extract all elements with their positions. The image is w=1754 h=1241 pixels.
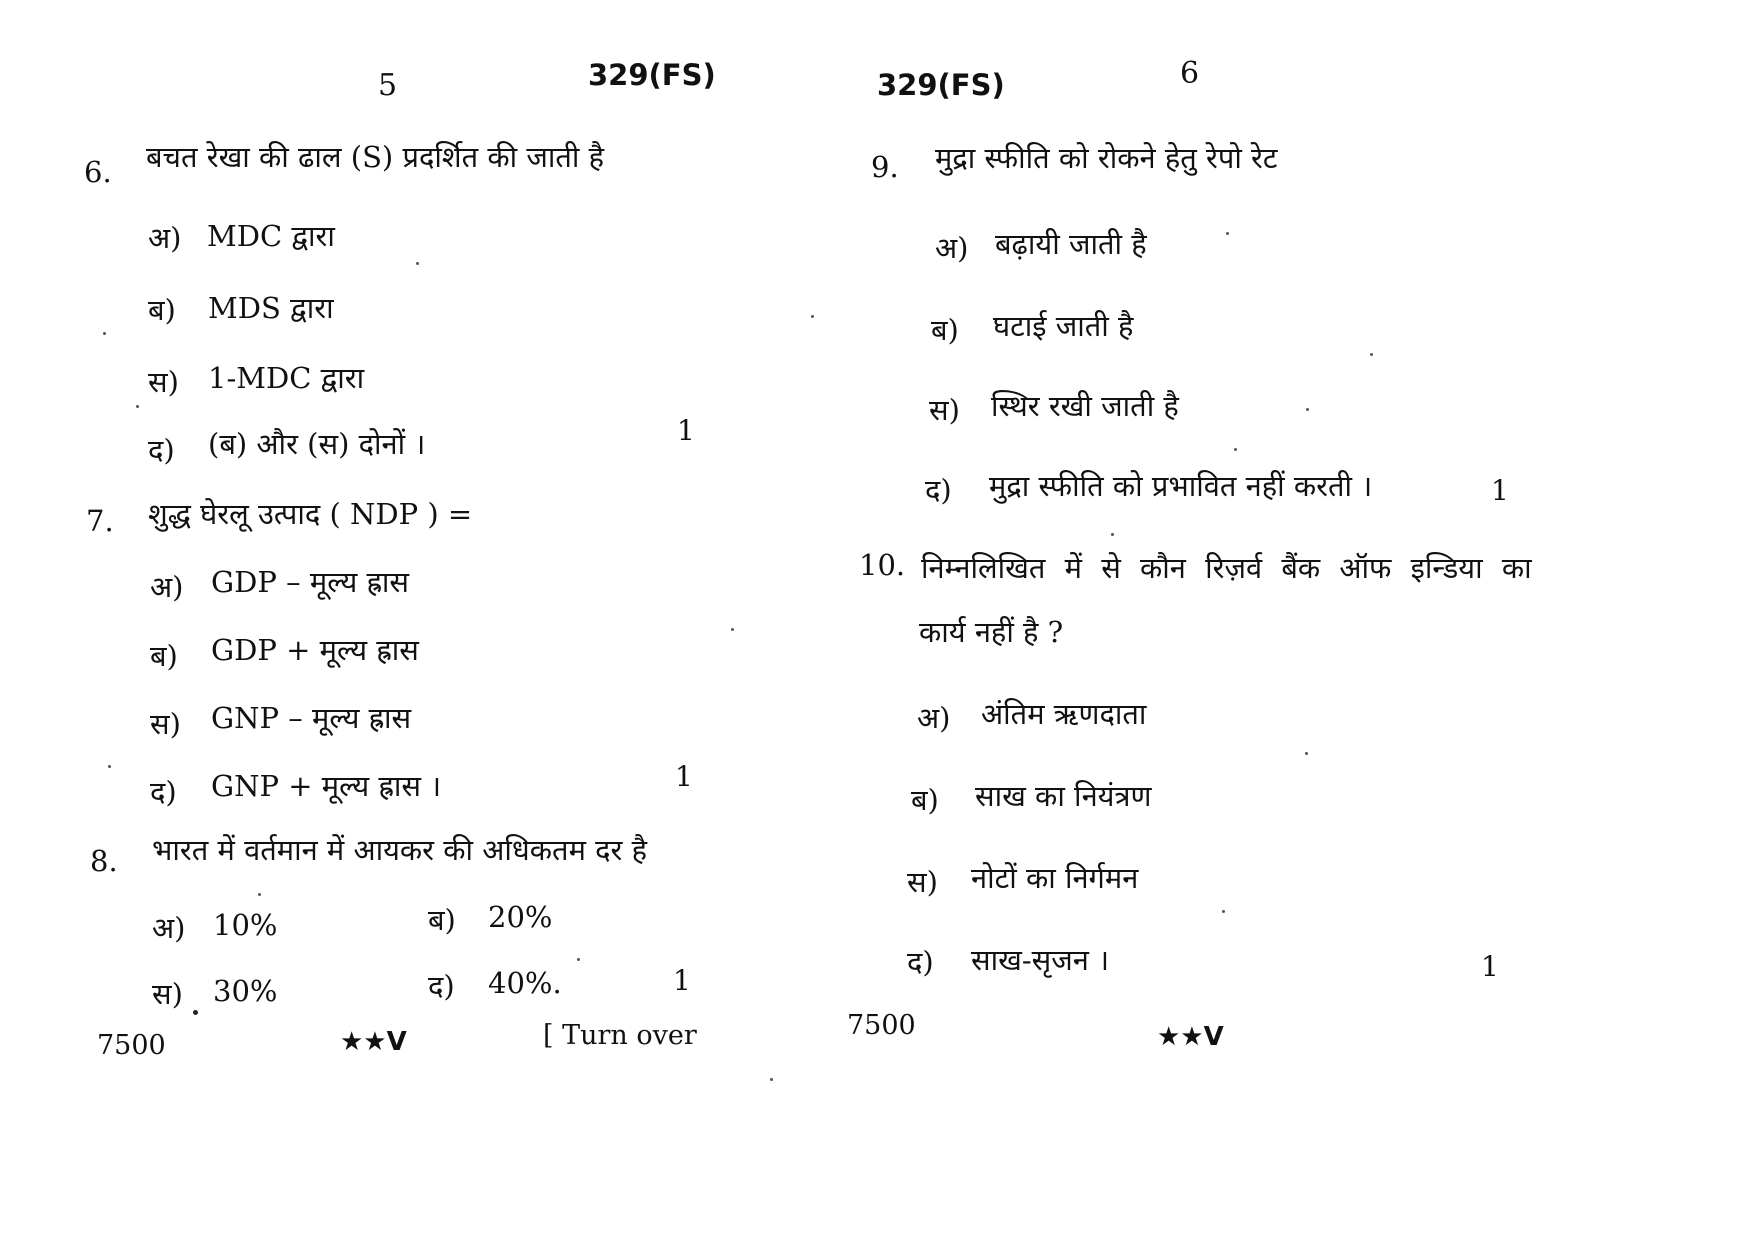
scan-speck [1305,752,1308,755]
question-number: 8. [90,844,118,878]
question-number: 10. [859,548,906,582]
question-text: शुद्ध घेरलू उत्पाद ( NDP ) = [148,497,473,531]
scan-speck [416,262,419,265]
option-text: घटाई जाती है [993,309,1134,343]
right-page [847,0,1754,1241]
question-text: बचत रेखा की ढाल (S) प्रदर्शित की जाती है [146,140,605,174]
scan-speck [136,405,139,408]
option-text: MDS द्वारा [208,291,334,325]
question-marks: 1 [675,760,693,793]
option-label: ब) [428,903,456,937]
turn-over-note: [ Turn over [543,1020,697,1051]
option-text: 1-MDC द्वारा [208,361,365,395]
option-label: द) [925,473,952,507]
option-text: GDP – मूल्य ह्रास [211,565,410,599]
option-label: स) [150,707,181,741]
scan-speck [1370,353,1373,356]
option-label: अ) [150,570,184,604]
option-label: द) [428,969,455,1003]
option-text: GNP + मूल्य ह्रास । [211,769,442,803]
option-label: ब) [931,313,959,347]
question-number: 9. [871,150,899,184]
option-text: बढ़ायी जाती है [995,227,1147,261]
option-text: (ब) और (स) दोनों । [208,427,426,461]
option-text: 30% [213,974,278,1008]
option-label: द) [907,945,934,979]
option-text: 10% [213,908,278,942]
footer-stars: ★★V [340,1027,407,1057]
scan-speck [1306,408,1309,411]
scan-speck [193,1010,198,1015]
option-label: अ) [148,221,182,255]
question-text: भारत में वर्तमान में आयकर की अधिकतम दर है [152,833,648,867]
question-marks: 1 [673,964,691,997]
scan-speck [103,332,106,335]
option-text: मुद्रा स्फीति को प्रभावित नहीं करती । [989,469,1373,503]
option-text: MDC द्वारा [207,219,335,253]
option-text: GDP + मूल्य ह्रास [211,633,419,667]
question-text-line-2: कार्य नहीं है ? [919,615,1064,649]
option-text: 40%. [488,966,562,1000]
option-label: द) [148,433,175,467]
scan-speck [1111,533,1114,536]
print-count: 7500 [847,1010,916,1041]
option-label: ब) [911,783,939,817]
page-number: 5 [378,68,398,103]
footer-stars: ★★V [1157,1022,1224,1052]
paper-code: 329(FS) [877,68,1005,102]
print-count: 7500 [97,1030,166,1061]
paper-code: 329(FS) [588,58,716,92]
option-text: 20% [488,900,553,934]
scan-speck [577,958,580,961]
option-text: नोटों का निर्गमन [971,861,1139,895]
option-text: स्थिर रखी जाती है [991,389,1179,423]
scan-speck [811,315,814,318]
question-number: 6. [84,155,112,189]
scan-speck [1234,448,1237,451]
question-number: 7. [86,504,114,538]
scan-speck [108,765,111,768]
scan-speck [770,1078,773,1081]
page-number: 6 [1180,56,1200,91]
option-label: अ) [917,701,951,735]
scan-speck [1222,910,1225,913]
option-label: स) [152,977,183,1011]
option-label: स) [929,393,960,427]
option-label: स) [148,365,179,399]
option-label: ब) [150,639,178,673]
question-text-line-1: निम्नलिखित में से कौन रिज़र्व बैंक ऑफ इन्डिया का [921,551,1532,585]
scan-speck [258,893,261,896]
question-text: मुद्रा स्फीति को रोकने हेतु रेपो रेट [935,141,1278,175]
option-label: ब) [148,293,176,327]
scan-speck [731,628,734,631]
option-text: साख-सृजन । [971,943,1110,977]
option-label: स) [907,865,938,899]
option-text: GNP – मूल्य ह्रास [211,701,412,735]
question-marks: 1 [677,414,695,447]
option-label: अ) [152,911,186,945]
scan-speck [1226,232,1229,235]
question-marks: 1 [1491,474,1509,507]
question-marks: 1 [1481,950,1499,983]
option-label: द) [150,775,177,809]
option-label: अ) [935,231,969,265]
option-text: अंतिम ऋणदाता [981,697,1147,731]
option-text: साख का नियंत्रण [975,779,1152,813]
